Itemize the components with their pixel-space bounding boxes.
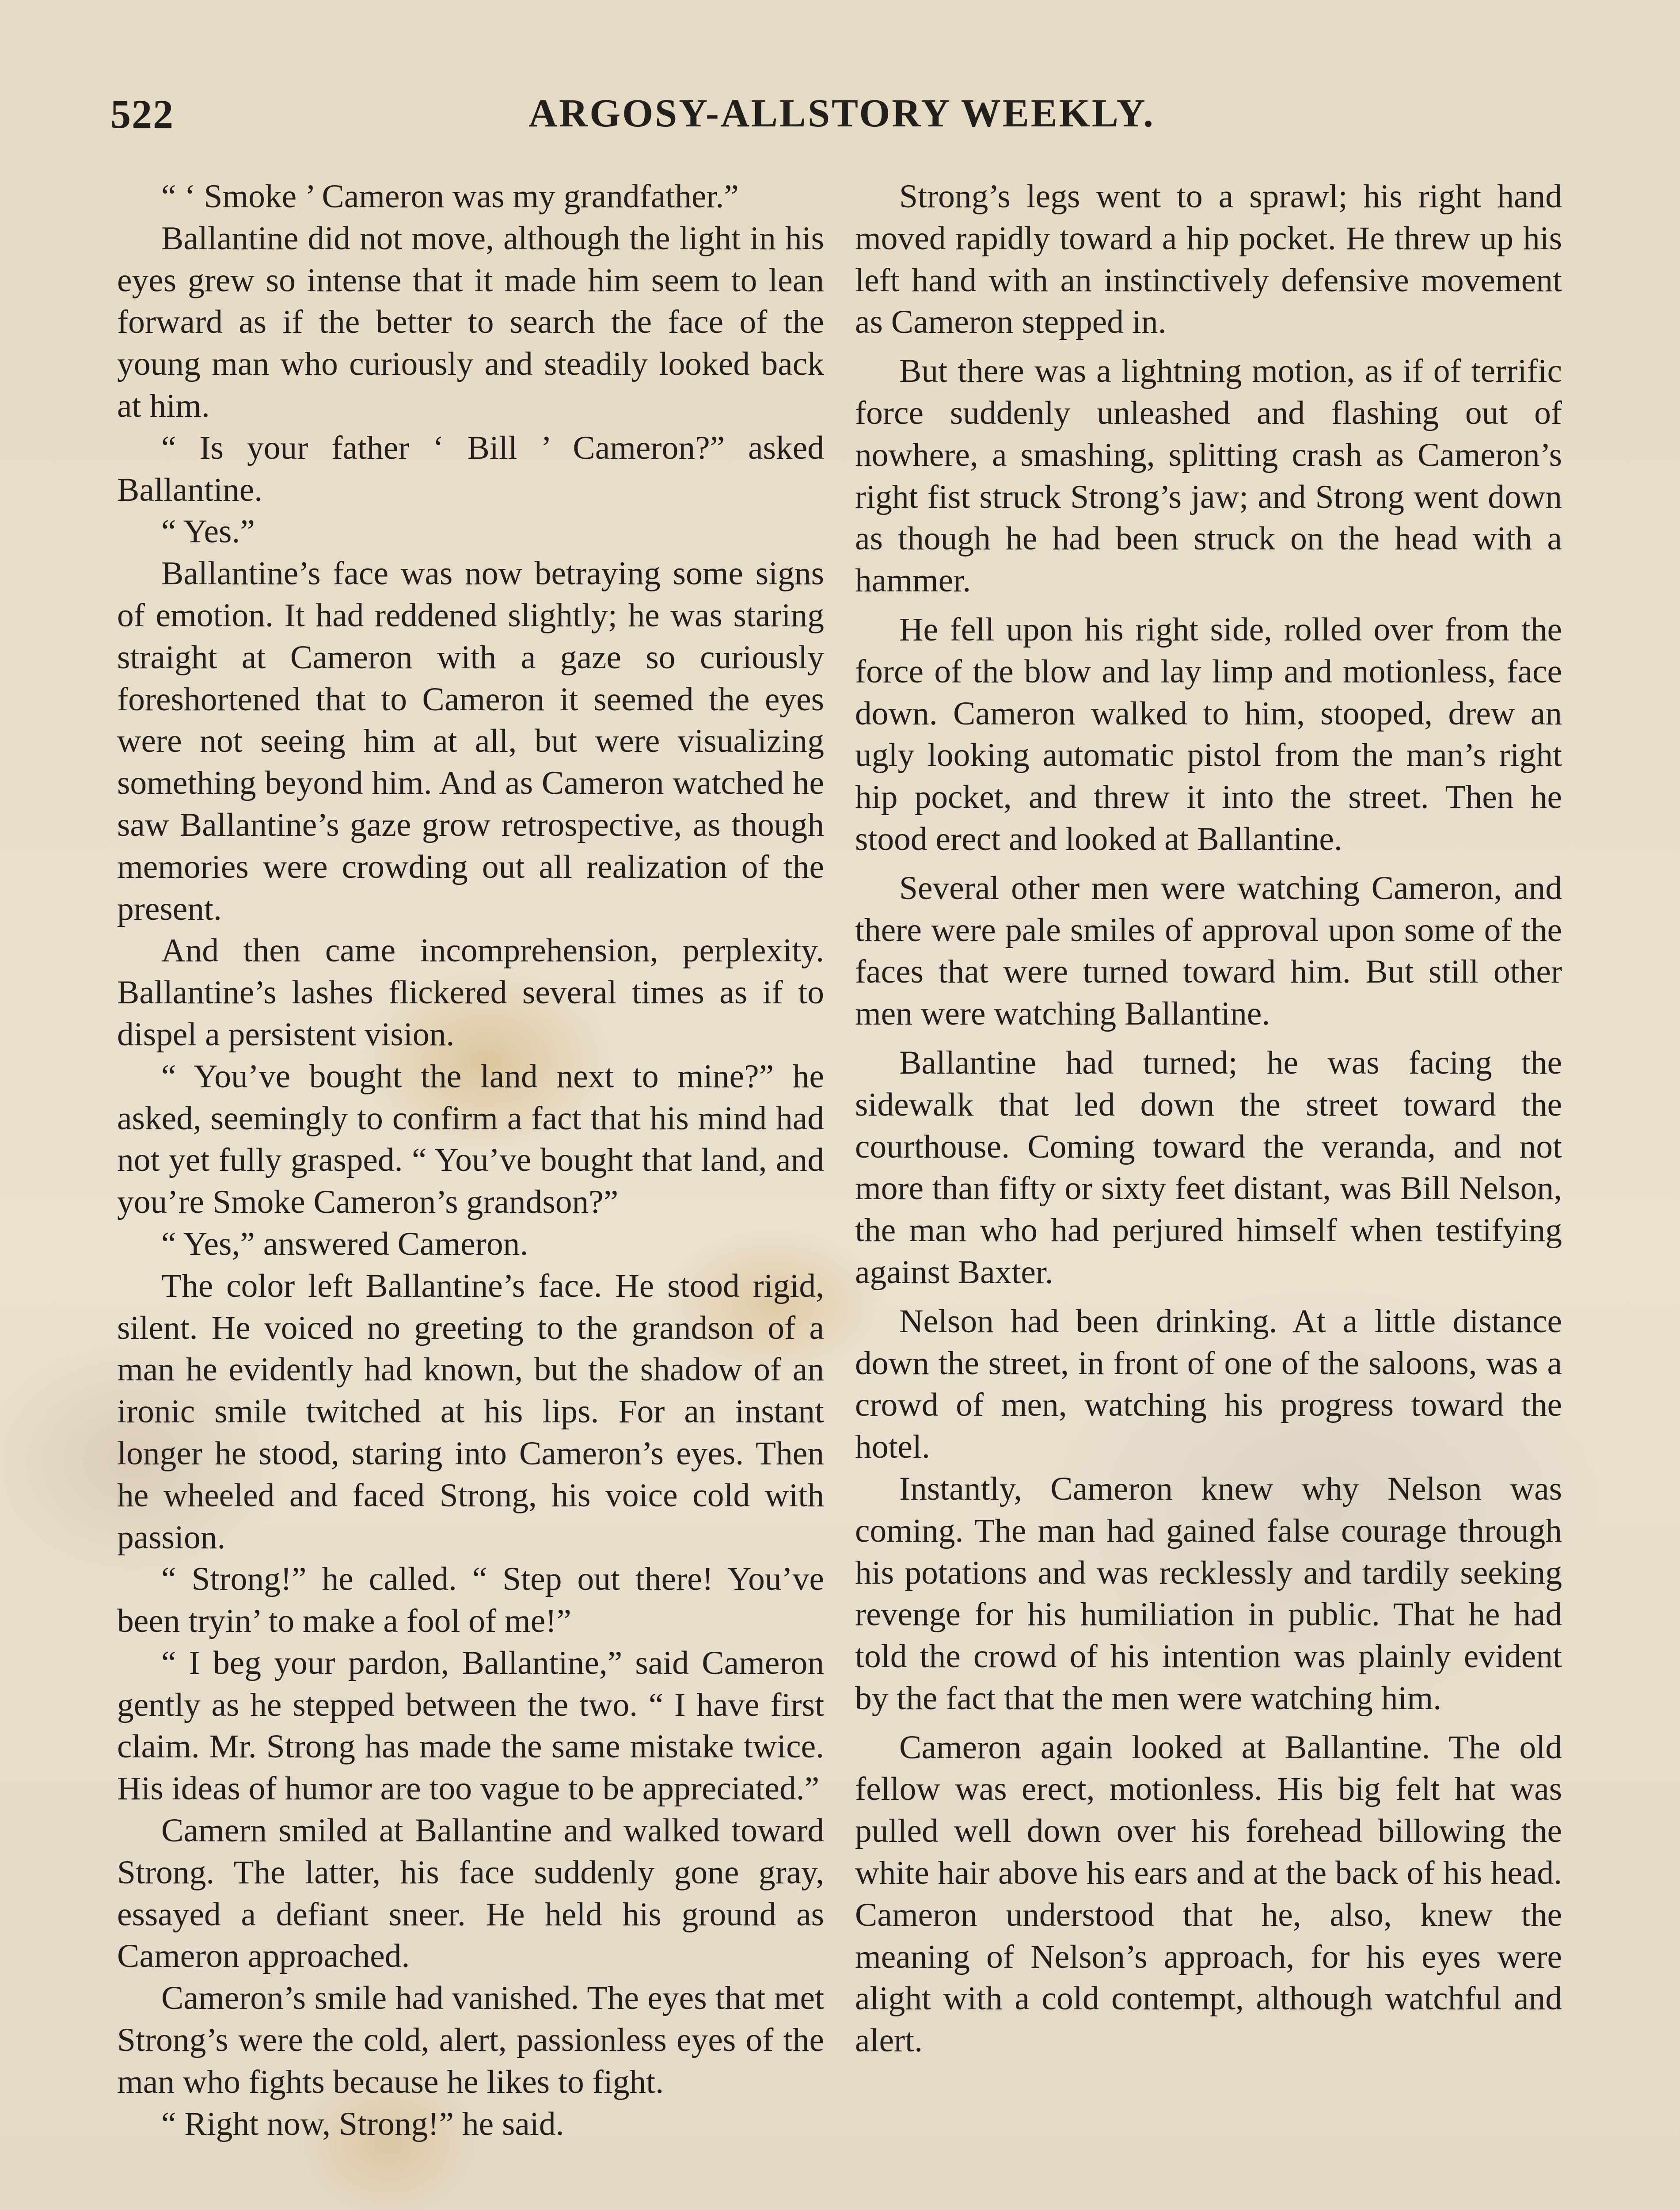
page-number: 522 [110,91,174,137]
paragraph: “ You’ve bought the land next to mine?” he asked, seemingly to confirm a fact that his mind had not yet fully grasped. “ You’ve bought that land, and you’re Smoke Cameron’s grandson?” [117,1058,824,1221]
paragraph: Nelson had been drinking. At a little distance down the street, in front of one of the saloons, was a crowd of men, watching his progress toward the hotel. [855,1303,1562,1466]
paragraph: “ Right now, Strong!” he said. [161,2105,564,2142]
paragraph: “ Is your father ‘ Bill ’ Cameron?” asked Ballantine. [117,429,824,508]
paragraph: “ ‘ Smoke ’ Cameron was my grandfather.” [161,178,739,215]
paragraph: The color left Ballantine’s face. He stood rigid, silent. He voiced no greeting to the grandson of a man he evidently had known, but the shadow of an ironic smile twitched at his lips. For an instant longer he stood, staring into Cameron’s eyes. Then he wheeled and faced Strong, his voice cold with passion. [117,1267,824,1556]
paragraph: Several other men were watching Cameron, and there were pale smiles of approval upon some of the faces that were turned toward him. But still other men were watching Ballantine. [855,869,1562,1033]
paragraph: Camern smiled at Ballantine and walked toward Strong. The latter, his face suddenly gone gray, essayed a defiant sneer. He held his ground as Cameron approached. [117,1812,824,1975]
paragraph: Ballantine’s face was now betraying some signs of emotion. It had reddened slightly; he was staring straight at Cameron with a gaze so curiously foreshortened that to Cameron it seemed the eyes were not seeing him at all, but were visualizing something beyond him. And as Cameron watched he saw Ballantine’s gaze grow retrospective, as though memories were crowding out all realization of the present. [117,555,824,927]
paragraph: Cameron again looked at Ballantine. The old fellow was erect, motionless. His big felt hat was pulled well down over his forehead billowing the white hair above his ears and at the back of his head. Cameron understood that he, also, knew the meaning of Nelson’s approach, for his eyes were alight with a cold contempt, although watchful and alert. [855,1729,1562,2059]
paragraph: “ Yes,” answered Cameron. [161,1225,528,1262]
left-column [117,176,824,2145]
paragraph: He fell upon his right side, rolled over from the force of the blow and lay limp and motionless, face down. Cameron walked to him, stooped, drew an ugly looking automatic pistol from the man’s right hip pocket, and threw it into the street. Then he stood erect and looked at Ballantine. [855,611,1562,857]
right-column [855,176,1562,2062]
running-title: ARGOSY-ALLSTORY WEEKLY. [528,91,1155,135]
paragraph: Strong’s legs went to a sprawl; his right hand moved rapidly toward a hip pocket. He threw up his left hand with an instinctively defensive movement as Cameron stepped in. [855,178,1562,341]
paragraph: Cameron’s smile had vanished. The eyes that met Strong’s were the cold, alert, passionless eyes of the man who fights because he likes to fight. [117,1980,824,2100]
paragraph: “ Strong!” he called. “ Step out there! You’ve been tryin’ to make a fool of me!” [117,1561,824,1640]
paragraph: Ballantine did not move, although the light in his eyes grew so intense that it made him seem to lean forward as if the better to search the face of the young man who curiously and steadily looked back at him. [117,220,824,424]
paragraph: But there was a lightning motion, as if of terrific force suddenly unleashed and flashing out of nowhere, a smashing, splitting crash as Cameron’s right fist struck Strong’s jaw; and Strong went down as though he had been struck on the head with a hammer. [855,353,1562,599]
paragraph: “ Yes.” [161,513,255,550]
paragraph: “ I beg your pardon, Ballantine,” said Cameron gently as he stepped between the two. “ I have first claim. Mr. Strong has made the same mistake twice. His ideas of humor are too vague to be appreciated.” [117,1644,824,1807]
paragraph: Instantly, Cameron knew why Nelson was coming. The man had gained false courage through his potations and was recklessly and tardily seeking revenge for his humiliation in public. That he had told the crowd of his intention was plainly evident by the fact that the men were watching him. [855,1470,1562,1717]
page-header [110,91,1573,148]
paragraph: And then came incomprehension, perplexity. Ballantine’s lashes flickered several times as if to dispel a persistent vision. [117,932,824,1053]
paragraph: Ballantine had turned; he was facing the sidewalk that led down the street toward the courthouse. Coming toward the veranda, and not more than fifty or sixty feet distant, was Bill Nelson, the man who had perjured himself when testifying against Baxter. [855,1044,1562,1291]
